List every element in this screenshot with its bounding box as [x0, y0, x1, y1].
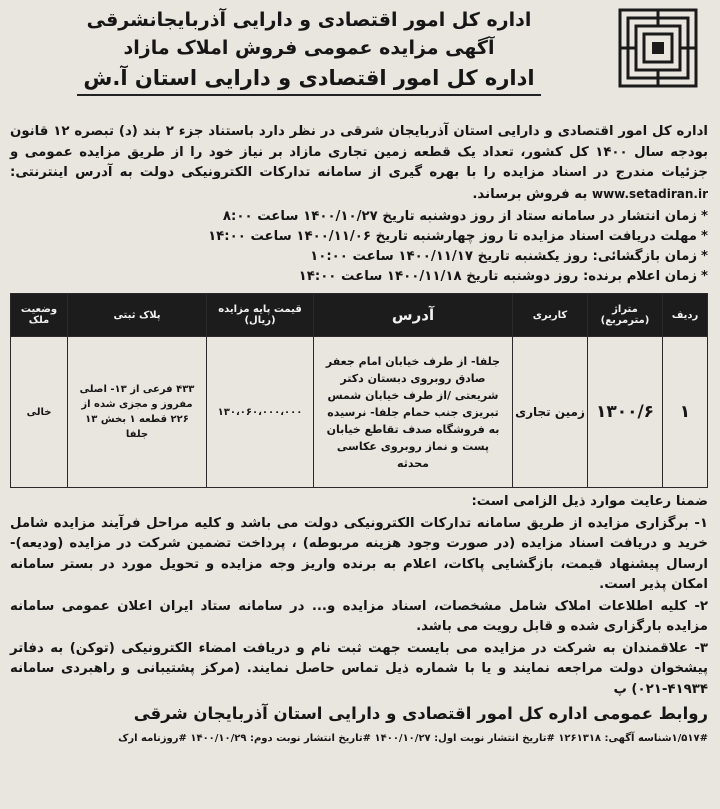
- title-block: [10, 6, 608, 96]
- schedule-text: زمان اعلام برنده: روز دوشنبه تاریخ ۱۴۰۰/۱۱/۱۸ ساعت ۱۴:۰۰: [298, 269, 698, 284]
- property-table: [10, 293, 708, 488]
- header-registration-plate: پلاک ثبتی: [68, 294, 207, 337]
- cell-base-price: ۱۳۰،۰۶۰،۰۰۰،۰۰۰: [207, 337, 314, 488]
- cell-row-number: ۱: [663, 337, 708, 488]
- rule-3: ۳- علاقمندان به شرکت در مزایده می بایست جهت ثبت نام و دریافت امضاء الکترونیکی (توکن) به دفاتر پیشخوان دولت مراجعه نمایند و یا با شماره ذیل تماس حاصل نمایند. (مرکز پشتیبانی و راهبردی سامانه ۴۱۹۳۴-۰۲۱) پ: [10, 640, 708, 697]
- header-address: آدرس: [314, 294, 513, 337]
- rule-2: ۲- کلیه اطلاعات املاک شامل مشخصات، اسناد مزایده و... در سامانه ستاد ایران اعلان عمومی سامانه مزایده بارگزاری شده و قابل رویت می باشد.: [10, 598, 708, 634]
- schedule-item: [10, 247, 708, 267]
- intro-tail: به فروش برساند.: [472, 186, 588, 202]
- cell-registration-plate: ۴۳۳ فرعی از ۱۳- اصلی مفروز و مجزی شده از ۲۲۶ قطعه ۱ بخش ۱۳ جلفا: [68, 337, 207, 488]
- asterisk-icon: *: [701, 229, 708, 244]
- ministry-logo-icon: [618, 8, 698, 88]
- publication-info: ۱/۵۱۷#شناسه آگهی: ۱۲۶۱۳۱۸ #تاریخ انتشار نوبت اول: ۱۴۰۰/۱۰/۲۷ #تاریخ انتشار نوبت دوم: ۱۴۰۰/۱۰/۲۹ #روزنامه ارک: [118, 733, 708, 744]
- schedule-item: [10, 227, 708, 247]
- header-base-price: قیمت پایه مزایده (ریال): [207, 294, 314, 337]
- cell-address: جلفا- از طرف خیابان امام جعفر صادق روبروی دبستان دکتر شریعتی /از طرف خیابان شمس تبریزی جنب حمام جلفا- نرسیده به فروشگاه صدف تقاطع خیابان پست و نماز روبروی عکاسی محدثه: [314, 337, 513, 488]
- header-row-number: ردیف: [663, 294, 708, 337]
- schedule-item: [10, 267, 708, 287]
- header: [10, 6, 708, 116]
- asterisk-icon: *: [701, 249, 708, 264]
- schedule-text: زمان بازگشائی: روز یکشنبه تاریخ ۱۴۰۰/۱۱/۱۷ ساعت ۱۰:۰۰: [310, 249, 698, 264]
- schedule-item: [10, 207, 708, 227]
- title-line-3: اداره کل امور اقتصادی و دارایی استان آ.ش: [77, 62, 540, 96]
- title-line-1: اداره کل امور اقتصادی و دارایی آذربایجانشرقی: [86, 9, 532, 31]
- header-area: متراژ (مترمربع): [588, 294, 663, 337]
- intro-text: اداره کل امور اقتصادی و دارایی استان آذربایجان شرقی در نظر دارد باستناد جزء ۲ بند (د) تبصره ۱۲ قانون بودجه سال ۱۴۰۰ کل کشور، تعداد یک قطعه زمین تجاری مازاد بر نیاز خود را از طریق مزایده عمومی و جزئیات مندرج در اسناد مزایده را با بهره گیری از سامانه تدارکات الکترونیکی دولت به آدرس اینترنتی:: [10, 124, 708, 180]
- asterisk-icon: *: [701, 269, 708, 284]
- intro-paragraph: [10, 122, 708, 205]
- header-usage: کاربری: [513, 294, 588, 337]
- table-row: [11, 337, 708, 488]
- table-header-row: [11, 294, 708, 337]
- cell-usage: زمین تجاری: [513, 337, 588, 488]
- rules-intro: ضمنا رعایت موارد ذیل الزامی است:: [471, 494, 708, 509]
- signature-line: روابط عمومی اداره کل امور اقتصادی و دارایی استان آذربایجان شرقی: [133, 704, 708, 723]
- cell-area: ۱۳۰۰/۶: [588, 337, 663, 488]
- header-property-status: وضعیت ملک: [11, 294, 68, 337]
- schedule-list: [10, 207, 708, 287]
- cell-property-status: خالی: [11, 337, 68, 488]
- asterisk-icon: *: [701, 209, 708, 224]
- setad-website-link[interactable]: www.setadiran.ir: [591, 186, 708, 201]
- rules-section: [10, 492, 708, 700]
- schedule-text: زمان انتشار در سامانه ستاد از روز دوشنبه تاریخ ۱۴۰۰/۱۰/۲۷ ساعت ۸:۰۰: [222, 209, 698, 224]
- title-line-2: آگهی مزایده عمومی فروش املاک مازاد: [123, 37, 495, 59]
- schedule-text: مهلت دریافت اسناد مزایده تا روز چهارشنبه تاریخ ۱۴۰۰/۱۱/۰۶ ساعت ۱۴:۰۰: [208, 229, 698, 244]
- rule-1: ۱- برگزاری مزایده از طریق سامانه تدارکات الکترونیکی دولت می باشد و کلیه مراحل فرآیند مزایده شامل خرید و دریافت اسناد مزایده (در صورت وجود هزینه مربوطه) ، پرداخت تضمین شرکت در مزایده (ودیعه)- ارسال پیشنهاد قیمت، بازگشایی پاکات، اعلام به برنده واریز وجه مزایده و تحویل مورد در بستر سامانه امکان پذیر است.: [10, 515, 708, 592]
